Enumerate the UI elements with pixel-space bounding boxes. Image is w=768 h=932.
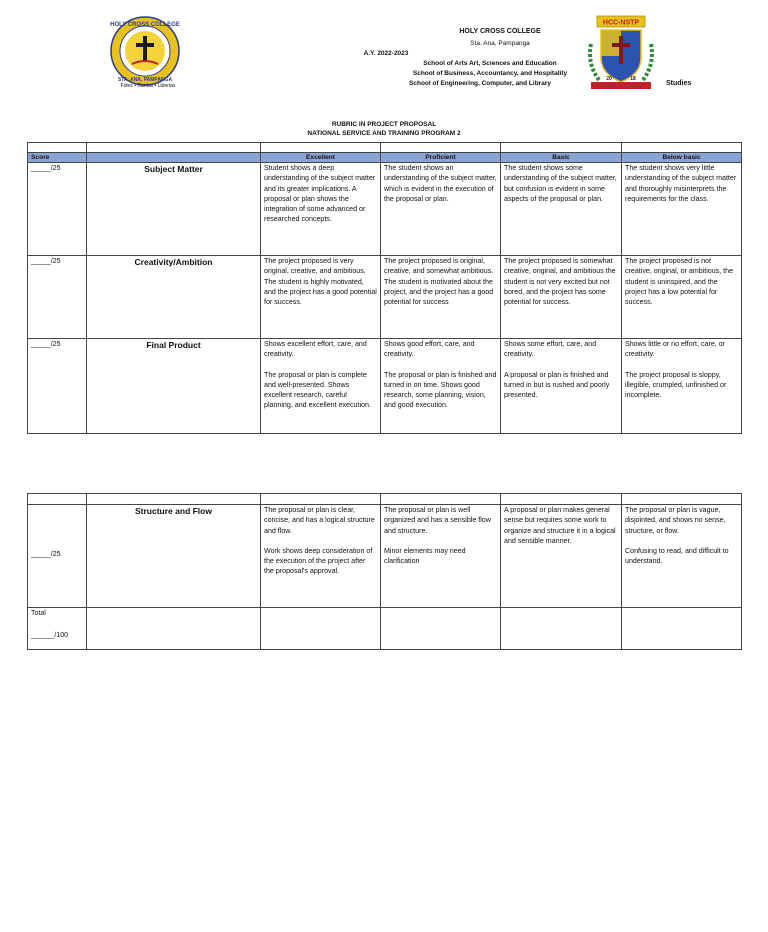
nstp-year-right: 18 xyxy=(630,76,636,82)
college-seal-logo xyxy=(110,16,180,86)
table-spacer-row xyxy=(28,494,742,505)
excellent-desc: Student shows a deep understanding of the subject matter and its greater implications. A proposal or plan shows the integration of some advanced or researched concepts. xyxy=(264,164,376,224)
col-header-below-basic: Below basic xyxy=(622,153,742,163)
below-basic-desc: The proposal or plan is vague, disjointed, and shows no sense, structure, or flow. xyxy=(625,506,726,535)
table-row xyxy=(28,505,742,608)
school-line-1: School of Arts Art, Sciences and Education xyxy=(423,60,557,67)
table-header-row xyxy=(28,153,742,163)
nstp-year-left: 20 xyxy=(606,76,612,82)
excellent-desc: The project proposed is very original, creative, and ambitious. The student is highly motivated, and the project has a good potential for success. xyxy=(264,257,377,307)
score-blank: _____/25 xyxy=(28,339,87,434)
rubric-title: RUBRIC IN PROJECT PROPOSAL xyxy=(331,121,437,128)
basic-desc: Shows some effort, care, and creativity. xyxy=(504,340,597,359)
excellent-desc: Work shows deep consideration of the execution of the project after the proposal's approval. xyxy=(264,546,373,576)
seal-ring-bottom-text: STA. ANA, PAMPANGA xyxy=(117,77,173,83)
col-header-score: Score xyxy=(28,153,87,163)
excellent-desc: The proposal or plan is clear, concise, and has a logical structure and flow. xyxy=(264,506,375,535)
excellent-desc: The proposal or plan is complete and well-presented. Shows excellent research, careful planning, and excellent execution. xyxy=(264,370,371,410)
col-header-excellent: Excellent xyxy=(261,153,381,163)
basic-desc: The student shows some understanding of the subject matter, but confusion is evident in some aspects of the proposal or plan. xyxy=(504,164,617,203)
total-score-blank: ______/100 xyxy=(31,632,68,640)
excellent-desc: Shows excellent effort, care, and creativity. xyxy=(264,340,367,359)
score-blank: _____/25 xyxy=(28,256,87,339)
studies-label: Studies xyxy=(666,80,692,87)
criterion-name: Creativity/Ambition xyxy=(134,257,213,267)
below-basic-desc: Confusing to read, and difficult to understand. xyxy=(625,546,729,566)
college-address: Sta. Ana, Pampanga xyxy=(470,40,530,47)
below-basic-desc: The project proposed is not creative, original, or ambitious, the student is uninspired, and the project has a low potential for success. xyxy=(625,257,734,307)
score-blank: _____/25 xyxy=(28,505,87,608)
criterion-name: Subject Matter xyxy=(144,164,203,174)
school-line-3: School of Engineering, Computer, and Library xyxy=(409,80,551,87)
rubric-subtitle: NATIONAL SERVICE AND TRAINING PROGRAM 2 xyxy=(307,130,461,137)
score-blank: _____/25 xyxy=(28,163,87,256)
below-basic-desc: Shows little or no effort, care, or creativity. xyxy=(625,340,726,359)
table-row xyxy=(28,163,742,256)
nstp-shield-logo xyxy=(585,14,657,92)
below-basic-desc: The student shows very little understanding of the subject matter and thoroughly misinterprets the requirements for the class. xyxy=(625,164,737,203)
criterion-name: Structure and Flow xyxy=(135,506,212,516)
nstp-banner-text: HCC-NSTP xyxy=(602,19,640,27)
criterion-name: Final Product xyxy=(146,340,201,350)
basic-desc: The project proposed is somewhat creative, original, and ambitious the student is not very excited but not bored, and the project has some potential for success. xyxy=(504,257,616,307)
rubric-table-2 xyxy=(27,493,742,650)
college-motto: Fides • Caritas • Libertas xyxy=(120,83,176,89)
basic-desc: A proposal or plan is finished and turned in but is rushed and poorly presented. xyxy=(504,370,610,400)
basic-desc: A proposal or plan makes general sense but requires some work to organize and structure it in a logical and sensible manner. xyxy=(504,506,616,545)
col-header-basic: Basic xyxy=(501,153,622,163)
proficient-desc: Minor elements may need clarification xyxy=(384,546,466,566)
table-spacer-row xyxy=(28,143,742,153)
col-header-criterion xyxy=(87,153,261,163)
total-label: Total xyxy=(31,610,46,617)
school-line-2: School of Business, Accountancy, and Hospitality xyxy=(412,70,568,77)
proficient-desc: The student shows an understanding of the subject matter, which is evident in the execution of the proposal or plan. xyxy=(384,164,497,203)
table-row xyxy=(28,339,742,434)
seal-ring-top-text: HOLY CROSS COLLEGE xyxy=(110,22,180,28)
below-basic-desc: The project proposal is sloppy, illegible, crumpled, unfinished or incomplete. xyxy=(625,370,727,400)
academic-year: A.Y. 2022-2023 xyxy=(363,50,409,57)
rubric-table-1 xyxy=(27,142,742,434)
total-row xyxy=(28,608,742,650)
proficient-desc: The proposal or plan is finished and turned in on time. Shows good research, some planning, vision, and good execution. xyxy=(384,370,497,410)
col-header-proficient: Proficient xyxy=(381,153,501,163)
table-row xyxy=(28,256,742,339)
proficient-desc: Shows good effort, care, and creativity. xyxy=(384,340,475,359)
proficient-desc: The project proposed is original, creative, and somewhat ambitious. The student is motivated about the project, and the project has a good potential for success xyxy=(384,257,494,307)
proficient-desc: The proposal or plan is well organized and has a sensible flow and structure. xyxy=(384,506,491,535)
college-name: HOLY CROSS COLLEGE xyxy=(459,28,541,35)
